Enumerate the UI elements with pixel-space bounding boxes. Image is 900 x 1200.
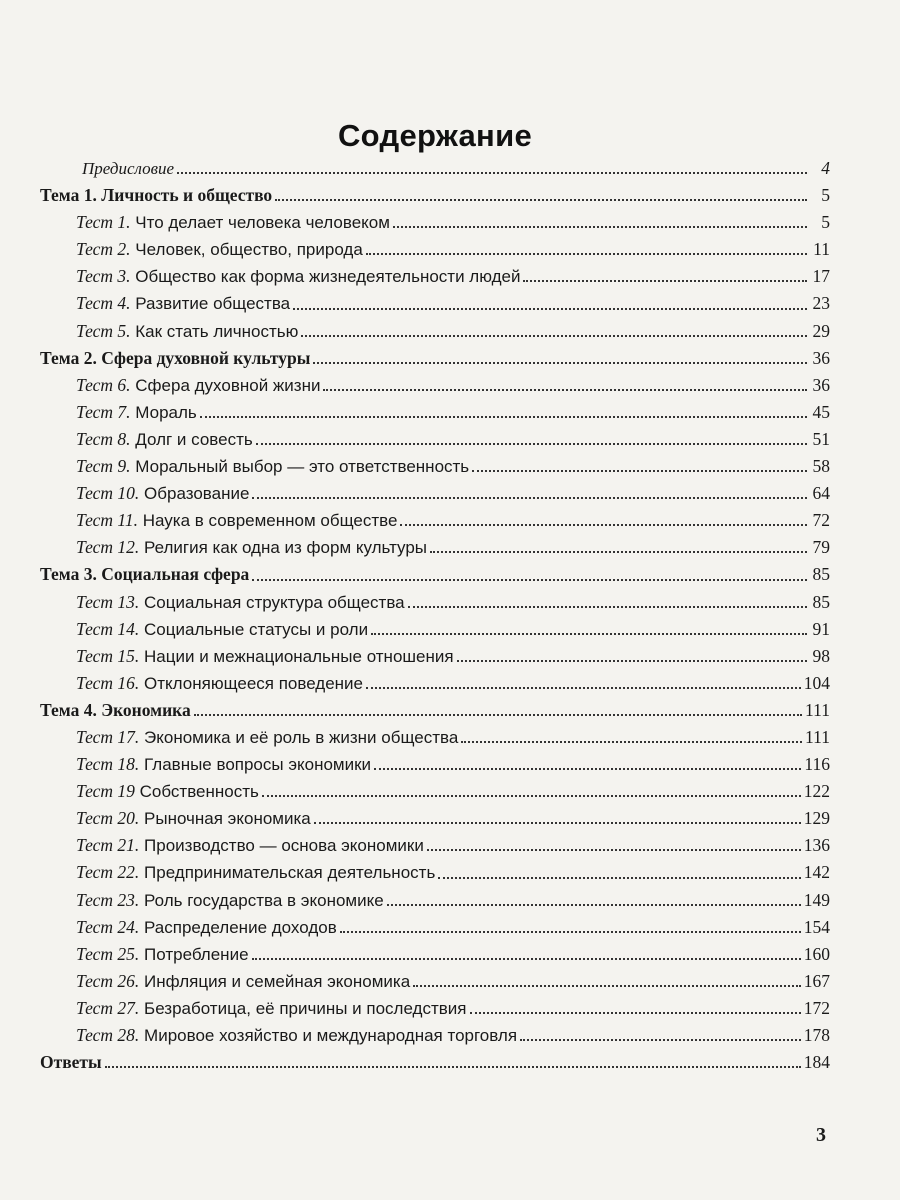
- toc-page-number: 91: [812, 618, 830, 639]
- toc-entry-title: [76, 399, 197, 426]
- toc-entry-title: [76, 805, 311, 832]
- test-title: Наука в современном обществе: [142, 511, 398, 531]
- toc-entry-title: [76, 453, 469, 480]
- dot-leader: [256, 442, 807, 445]
- test-title: Экономика и её роль в жизни общества: [144, 727, 459, 747]
- toc-entry-test: [40, 372, 830, 399]
- toc-entry-test: [40, 209, 830, 236]
- toc-entry-test: [40, 995, 830, 1022]
- test-title: Распределение доходов: [144, 917, 337, 937]
- toc-page-number: 51: [812, 428, 830, 449]
- toc-page-number: 172: [803, 997, 830, 1018]
- topic-title: Тема 4. Экономика: [40, 699, 191, 720]
- test-number: Тест 9.: [76, 456, 131, 477]
- test-number: Тест 13.: [76, 591, 140, 612]
- test-title: Отклоняющееся поведение: [144, 673, 364, 693]
- toc-entry-title: [76, 724, 458, 751]
- dot-leader: [262, 794, 801, 797]
- page-title: Содержание: [338, 118, 532, 153]
- toc-page-number: 4: [821, 158, 830, 178]
- toc-page-number: 178: [803, 1025, 830, 1045]
- test-number: Тест 10.: [76, 483, 140, 504]
- toc-entry-title: [76, 318, 298, 345]
- answers-title: Ответы: [40, 1052, 102, 1073]
- toc-entry-test: [40, 426, 830, 453]
- toc-entry-test: [40, 534, 830, 561]
- test-number: Тест 16.: [76, 672, 140, 693]
- dot-leader: [252, 496, 807, 499]
- test-title: Потребление: [144, 944, 249, 964]
- test-title: Что делает человека человеком: [135, 213, 390, 233]
- test-title: Моральный выбор — это ответственность: [135, 457, 470, 477]
- dot-leader: [340, 930, 801, 933]
- toc-entry-title: [76, 914, 337, 941]
- test-number: Тест 5.: [76, 320, 131, 341]
- topic-title: Тема 3. Социальная сфера: [40, 564, 250, 585]
- test-title: Развитие общества: [135, 294, 291, 314]
- toc-entry-test: [40, 589, 830, 616]
- test-title: Общество как форма жизнедеятельности людей: [135, 267, 521, 287]
- toc-entry-test: [40, 318, 830, 345]
- test-number: Тест 26.: [76, 970, 140, 991]
- test-title: Человек, общество, природа: [135, 240, 363, 260]
- toc-entry-test: [40, 941, 830, 968]
- toc-page-number: 85: [812, 591, 830, 612]
- page-number: 3: [816, 1124, 826, 1146]
- test-number: Тест 15.: [76, 645, 140, 666]
- toc-page-number: 11: [813, 239, 830, 260]
- test-number: Тест 4.: [76, 293, 131, 314]
- toc-page-number: 129: [803, 808, 830, 829]
- test-title: Религия как одна из форм культуры: [144, 538, 428, 558]
- toc-page-number: 104: [803, 672, 830, 693]
- toc-entry-topic: [40, 561, 830, 588]
- test-number: Тест 22.: [76, 862, 140, 883]
- toc-page-number: 111: [805, 699, 830, 720]
- test-title: Социальные статусы и роли: [144, 619, 369, 639]
- toc-entry-title: [76, 290, 290, 317]
- topic-title: Тема 1. Личность и общество: [40, 185, 273, 206]
- dot-leader: [323, 388, 807, 391]
- toc-entry-title: [76, 480, 249, 507]
- toc-entry-title: [76, 832, 424, 859]
- toc-entry-test: [40, 1022, 830, 1049]
- toc-page-number: 5: [821, 212, 830, 233]
- dot-leader: [461, 740, 802, 743]
- test-number: Тест 11.: [76, 510, 138, 531]
- test-number: Тест 21.: [76, 835, 140, 856]
- toc-entry-title: [76, 670, 363, 697]
- toc-entry-test: [40, 832, 830, 859]
- test-number: Тест 14.: [76, 618, 140, 639]
- dot-leader: [194, 713, 802, 716]
- topic-title: Тема 2. Сфера духовной культуры: [40, 347, 311, 368]
- test-number: Тест 27.: [76, 997, 140, 1018]
- toc-entry-test: [40, 399, 830, 426]
- dot-leader: [387, 903, 801, 906]
- dot-leader: [520, 1038, 801, 1041]
- test-number: Тест 12.: [76, 537, 140, 558]
- toc-entry-test: [40, 670, 830, 697]
- test-title: Роль государства в экономике: [144, 890, 384, 910]
- toc-entry-title: [76, 643, 454, 670]
- toc-entry-test: [40, 887, 830, 914]
- toc-page-number: 85: [812, 564, 830, 585]
- toc-page-number: 111: [805, 726, 830, 747]
- toc-entry-topic: [40, 182, 830, 209]
- toc-entry-title: [76, 372, 320, 399]
- dot-leader: [366, 252, 807, 255]
- toc-entry-test: [40, 778, 830, 805]
- test-number: Тест 18.: [76, 754, 140, 775]
- test-number: Тест 28.: [76, 1025, 140, 1045]
- test-title: Долг и совесть: [135, 429, 253, 449]
- toc-page-number: 36: [812, 374, 830, 395]
- toc-entry-title: [76, 236, 363, 263]
- test-number: Тест 8.: [76, 428, 131, 449]
- toc-entry-title: [76, 751, 371, 778]
- test-title: Рыночная экономика: [144, 809, 311, 829]
- toc-entry-title: [76, 1022, 517, 1049]
- dot-leader: [430, 550, 807, 553]
- test-title: Безработица, её причины и последствия: [144, 998, 467, 1018]
- toc-page-number: 149: [803, 889, 830, 910]
- toc-page-number: 184: [803, 1052, 830, 1073]
- dot-leader: [252, 578, 807, 581]
- toc-entry-title: [76, 968, 410, 995]
- dot-leader: [371, 632, 807, 635]
- toc-page-number: 116: [804, 754, 830, 775]
- toc-entry-title: [76, 589, 405, 616]
- toc-entry-title: [76, 209, 390, 236]
- toc-entry-title: [76, 887, 384, 914]
- toc-entry-test: [40, 751, 830, 778]
- toc-page-number: 5: [821, 185, 830, 206]
- dot-leader: [275, 198, 807, 201]
- toc-page-number: 64: [812, 483, 830, 504]
- dot-leader: [438, 876, 800, 879]
- dot-leader: [393, 225, 807, 228]
- toc-entry-title: [76, 263, 520, 290]
- toc-entry-title: [76, 941, 249, 968]
- dot-leader: [252, 957, 801, 960]
- toc-page-number: 98: [812, 645, 830, 666]
- toc-entry-test: [40, 480, 830, 507]
- dot-leader: [523, 279, 807, 282]
- test-title: Мировое хозяйство и международная торговля: [144, 1026, 518, 1045]
- toc-entry-preface: [40, 155, 830, 182]
- toc-page-number: 36: [812, 347, 830, 368]
- table-of-contents: [40, 155, 830, 1076]
- toc-entry-test: [40, 859, 830, 886]
- test-number: Тест 19: [76, 781, 135, 802]
- test-number: Тест 23.: [76, 889, 140, 910]
- toc-entry-test: [40, 263, 830, 290]
- toc-entry-test: [40, 507, 830, 534]
- toc-page-number: 72: [812, 510, 830, 531]
- toc-page-number: 79: [812, 537, 830, 558]
- toc-entry-title: [76, 534, 427, 561]
- test-number: Тест 20.: [76, 808, 140, 829]
- toc-entry-title: [76, 859, 435, 886]
- toc-page-number: 17: [812, 266, 830, 287]
- toc-entry-title: [76, 778, 259, 805]
- dot-leader: [400, 523, 807, 526]
- dot-leader: [457, 659, 807, 662]
- toc-entry-test: [40, 914, 830, 941]
- dot-leader: [314, 821, 801, 824]
- toc-entry-test: [40, 643, 830, 670]
- toc-entry-test: [40, 968, 830, 995]
- dot-leader: [301, 334, 807, 337]
- toc-page-number: 136: [803, 835, 830, 856]
- toc-page-number: 45: [812, 401, 830, 422]
- test-title: Собственность: [139, 782, 259, 802]
- toc-page-number: 23: [812, 293, 830, 314]
- dot-leader: [177, 171, 807, 174]
- toc-page-number: 167: [803, 970, 830, 991]
- toc-entry-title: [76, 995, 467, 1022]
- toc-entry-test: [40, 453, 830, 480]
- test-number: Тест 1.: [76, 212, 131, 233]
- dot-leader: [105, 1065, 801, 1068]
- dot-leader: [408, 605, 807, 608]
- toc-entry-title: [76, 616, 368, 643]
- test-title: Сфера духовной жизни: [135, 375, 321, 395]
- preface-title: Предисловие: [82, 159, 175, 178]
- test-title: Социальная структура общества: [144, 592, 405, 612]
- test-number: Тест 2.: [76, 239, 131, 260]
- toc-entry-test: [40, 724, 830, 751]
- toc-page-number: 160: [803, 943, 830, 964]
- test-number: Тест 25.: [76, 943, 140, 964]
- dot-leader: [313, 361, 807, 364]
- toc-entry-title: [76, 426, 253, 453]
- test-number: Тест 24.: [76, 916, 140, 937]
- dot-leader: [470, 1011, 801, 1014]
- dot-leader: [366, 686, 801, 689]
- dot-leader: [293, 307, 807, 310]
- toc-entry-answers: [40, 1049, 830, 1076]
- test-title: Как стать личностью: [135, 321, 299, 341]
- test-title: Нации и межнациональные отношения: [144, 646, 454, 666]
- test-title: Мораль: [135, 402, 197, 422]
- toc-entry-test: [40, 805, 830, 832]
- toc-entry-title: [76, 507, 397, 534]
- test-number: Тест 6.: [76, 374, 131, 395]
- dot-leader: [472, 469, 807, 472]
- toc-entry-test: [40, 236, 830, 263]
- dot-leader: [427, 848, 801, 851]
- toc-entry-topic: [40, 345, 830, 372]
- test-number: Тест 7.: [76, 401, 131, 422]
- test-number: Тест 17.: [76, 726, 140, 747]
- toc-entry-test: [40, 616, 830, 643]
- test-title: Образование: [144, 484, 250, 504]
- test-number: Тест 3.: [76, 266, 131, 287]
- dot-leader: [413, 984, 801, 987]
- toc-entry-test: [40, 290, 830, 317]
- test-title: Производство — основа экономики: [144, 836, 424, 856]
- test-title: Предпринимательская деятельность: [144, 863, 436, 883]
- toc-page-number: 154: [803, 916, 830, 937]
- test-title: Главные вопросы экономики: [144, 755, 372, 775]
- dot-leader: [374, 767, 801, 770]
- toc-entry-topic: [40, 697, 830, 724]
- toc-page-number: 142: [803, 862, 830, 883]
- dot-leader: [200, 415, 807, 418]
- test-title: Инфляция и семейная экономика: [144, 971, 411, 991]
- toc-page-number: 122: [803, 781, 830, 802]
- toc-page-number: 58: [812, 456, 830, 477]
- toc-page-number: 29: [812, 320, 830, 341]
